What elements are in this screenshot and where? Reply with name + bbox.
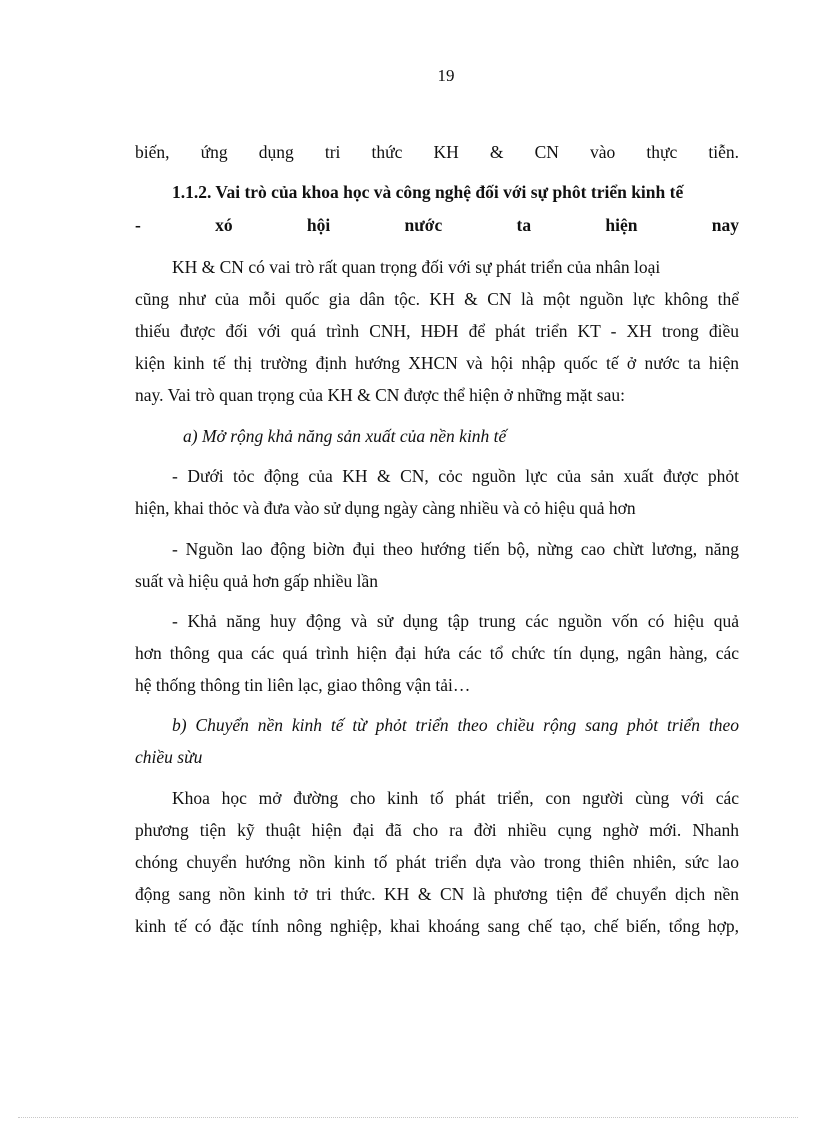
paragraph-line: hiện, khai thỏc và đưa vào sử dụng ngày càng nhiều và cỏ hiệu quả hơn [135,498,636,518]
paragraph-line: suất và hiệu quả hơn gấp nhiều lần [135,571,379,591]
paragraph-line: biến, ứng dụng tri thức KH & CN vào thực tiễn. [135,142,739,162]
page-bottom-divider [18,1117,798,1118]
page-number: 19 [437,66,455,85]
paragraph-line: KH & CN có vai trò rất quan trọng đối với sự phát triển của nhân loại [172,257,661,277]
paragraph-line: phương tiện kỹ thuật hiện đại đã cho ra đời nhiều cụng nghờ mới. Nhanh [135,820,739,840]
paragraph-line: Khoa học mở đường cho kinh tố phát triển, con người cùng với các [172,788,739,808]
paragraph-line: cũng như của mỗi quốc gia dân tộc. KH & CN là một nguồn lực không thể [135,289,739,309]
subheading-a: a) Mở rộng khả năng sản xuất của nền kinh tế [183,426,507,446]
subheading-b: b) Chuyển nền kinh tế từ phỏt triển theo chiều rộng sang phỏt triển theo [172,715,739,735]
paragraph-line: kinh tế có đặc tính nông nghiệp, khai khoáng sang chế tạo, chế biến, tổng hợp, [135,916,739,936]
section-heading-line: 1.1.2. Vai trò của khoa học và công nghệ đối với sự phôt triển kinh tế [172,182,684,202]
paragraph-line: động sang nồn kinh tở tri thức. KH & CN là phương tiện để chuyển dịch nền [135,884,739,904]
paragraph-line: - Nguồn lao động biờn đụi theo hướng tiến bộ, nừng cao chừt lương, năng [172,539,739,559]
section-heading-line: - xó hội nước ta hiện nay [135,215,739,235]
paragraph-line: nay. Vai trò quan trọng của KH & CN được thể hiện ở những mặt sau: [135,385,625,405]
paragraph-line: - Dưới tỏc động của KH & CN, cỏc nguồn lực của sản xuất được phỏt [172,466,739,486]
paragraph-line: - Khả năng huy động và sử dụng tập trung các nguồn vốn có hiệu quả [172,611,739,631]
paragraph-line: hơn thông qua các quá trình hiện đại hứa các tổ chức tín dụng, ngân hàng, các [135,643,739,663]
paragraph-line: chóng chuyển hướng nồn kinh tố phát triển dựa vào trong thiên nhiên, sức lao [135,852,739,872]
paragraph-line: kiện kinh tế thị trường định hướng XHCN và hội nhập quốc tế ở nước ta hiện [135,353,739,373]
subheading-b: chiều sừu [135,747,203,767]
paragraph-line: thiếu được đối với quá trình CNH, HĐH để phát triển KT - XH trong điều [135,321,739,341]
paragraph-line: hệ thống thông tin liên lạc, giao thông vận tải… [135,675,471,695]
